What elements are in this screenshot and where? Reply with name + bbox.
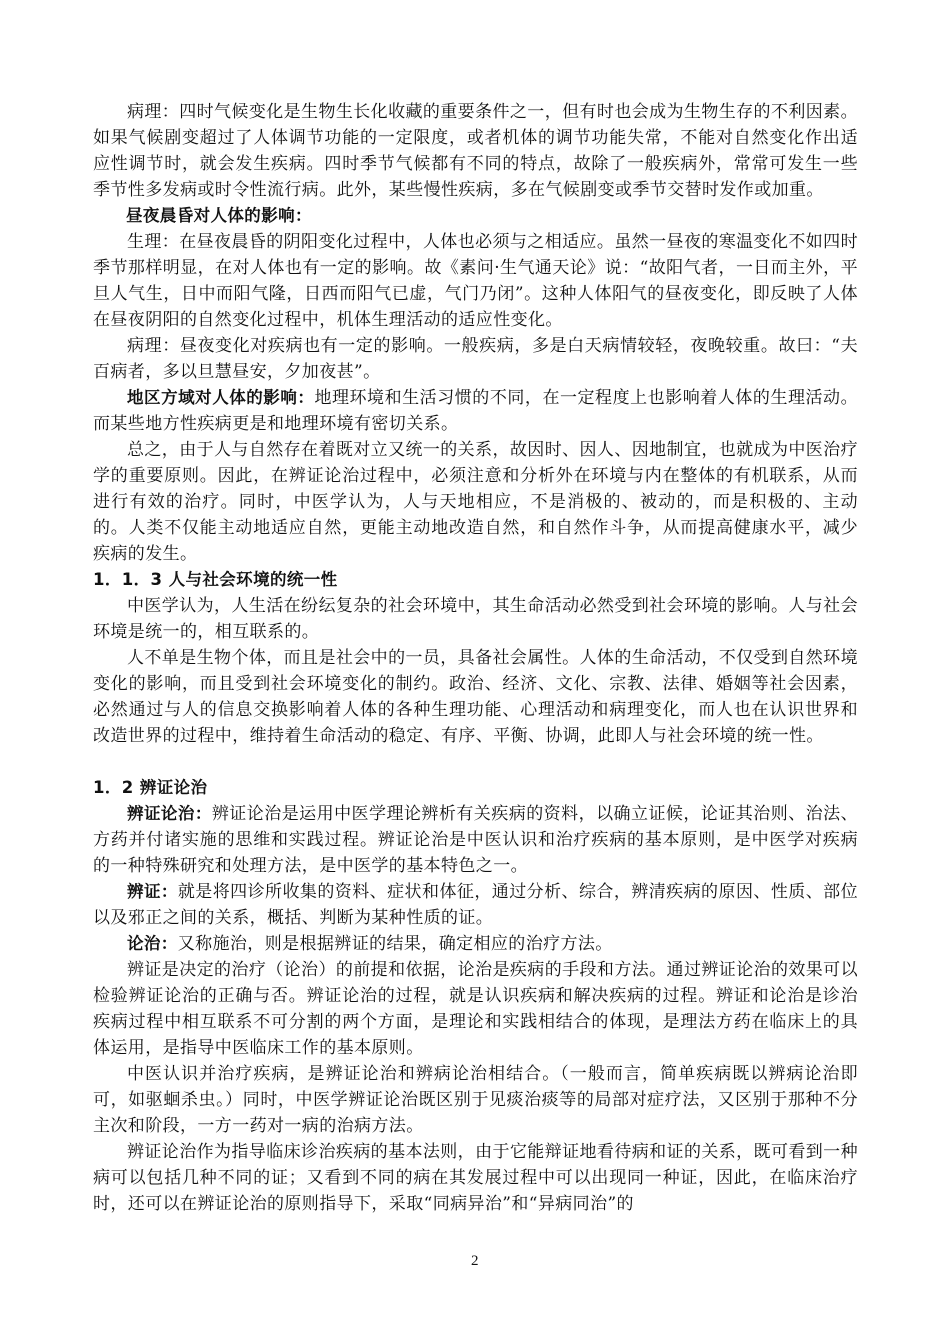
page-body <box>93 99 858 1217</box>
paragraph-bz-definition <box>93 879 858 931</box>
paragraph-lz-text: 又称施治，则是根据辨证的结果，确定相应的治疗方法。 <box>177 934 613 954</box>
paragraph-combined-approach: 中医认识并治疗疾病，是辨证论治和辨病论治相结合。（一般而言，简单疾病既以辨病论治即可，如驱蛔杀虫。）同时，中医学辨证论治既区别于见痰治痰等的局部对症疗法，又区别于那种不分主次和阶段，一方一药对一病的治病方法。 <box>93 1064 858 1136</box>
paragraph-pathology-seasons: 病理：四时气候变化是生物生长化收藏的重要条件之一，但有时也会成为生物生存的不利因素。如果气候剧变超过了人体调节功能的一定限度，或者机体的调节功能失常，不能对自然变化作出适应性调节时，就会发生疾病。四时季节气候都有不同的特点，故除了一般疾病外，常常可发生一些季节性多发病或时令性流行病。此外，某些慢性疾病，多在气候剧变或季节交替时发作或加重。 <box>93 102 858 200</box>
paragraph-social-env-1: 中医学认为，人生活在纷纭复杂的社会环境中，其生命活动必然受到社会环境的影响。人与社会环境是统一的，相互联系的。 <box>93 596 858 642</box>
paragraph-bz-lz-relation: 辨证是决定的治疗（论治）的前提和依据，论治是疾病的手段和方法。通过辨证论治的效果可以检验辨证论治的正确与否。辨证论治的过程，就是认识疾病和解决疾病的过程。辨证和论治是诊治疾病过程中相互联系不可分割的两个方面，是理论和实践相结合的体现，是理法方药在临床上的具体运用，是指导中医临床工作的基本原则。 <box>93 960 858 1058</box>
paragraph-social-env-2: 人不单是生物个体，而且是社会中的一员，具备社会属性。人体的生命活动，不仅受到自然环境变化的影响，而且受到社会环境变化的制约。政治、经济、文化、宗教、法律、婚姻等社会因素，必然通过与人的信息交换影响着人体的各种生理功能、心理活动和病理变化，而人也在认识世界和改造世界的过程中，维持着生命活动的稳定、有序、平衡、协调，此即人与社会环境的统一性。 <box>93 648 858 746</box>
paragraph-region-text: 地理环境和生活习惯的不同，在一定程度上也影响着人体的生理活动。而某些地方性疾病更是和地理环境有密切关系。 <box>93 388 858 434</box>
paragraph-physiology-day-night: 生理：在昼夜晨昏的阴阳变化过程中，人体也必须与之相适应。虽然一昼夜的寒温变化不如四时季节那样明显，在对人体也有一定的影响。故《素问·生气通天论》说：“故阳气者，一日而主外，平旦人气生，日中而阳气隆，日西而阳气已虚，气门乃闭”。这种人体阳气的昼夜变化，即反映了人体在昼夜阴阳的自然变化过程中，机体生理活动的适应性变化。 <box>93 232 858 330</box>
paragraph-region <box>93 385 858 437</box>
paragraph-bz-text: 就是将四诊所收集的资料、症状和体征，通过分析、综合，辨清疾病的原因、性质、部位以及邪正之间的关系，概括、判断为某种性质的证。 <box>93 882 858 928</box>
section-heading-1-2: 1．2 辨证论治 <box>93 778 208 797</box>
paragraph-bzlz-text: 辨证论治是运用中医学理论辨析有关疾病的资料，以确立证候，论证其治则、治法、方药并付诸实施的思维和实践过程。辨证论治是中医认识和治疗疾病的基本原则，是中医学对疾病的一种特殊研究和处理方法，是中医学的基本特色之一。 <box>93 804 858 876</box>
paragraph-bzlz-definition <box>93 801 858 879</box>
spacer <box>93 749 858 775</box>
section-heading-1-1-3: 1．1．3 人与社会环境的统一性 <box>93 570 338 589</box>
paragraph-lz-definition <box>93 931 858 957</box>
paragraph-basic-principle: 辨证论治作为指导临床诊治疾病的基本法则，由于它能辩证地看待病和证的关系，既可看到一种病可以包括几种不同的证；又看到不同的病在其发展过程中可以出现同一种证，因此，在临床治疗时，还可以在辨证论治的原则指导下，采取“同病异治”和“异病同治”的 <box>93 1142 858 1214</box>
lead-region: 地区方域对人体的影响： <box>127 388 315 407</box>
subheading-day-night: 昼夜晨昏对人体的影响： <box>126 206 312 225</box>
lead-bz: 辨证： <box>127 882 178 901</box>
page-number: 2 <box>471 1253 479 1269</box>
paragraph-summary: 总之，由于人与自然存在着既对立又统一的关系，故因时、因人、因地制宜，也就成为中医治疗学的重要原则。因此，在辨证论治过程中，必须注意和分析外在环境与内在整体的有机联系，从而进行有效的治疗。同时，中医学认为，人与天地相应，不是消极的、被动的，而是积极的、主动的。人类不仅能主动地适应自然，更能主动地改造自然，和自然作斗争，从而提高健康水平，减少疾病的发生。 <box>93 440 858 564</box>
lead-bzlz: 辨证论治： <box>127 804 212 823</box>
lead-lz: 论治： <box>127 934 178 953</box>
paragraph-pathology-day-night: 病理：昼夜变化对疾病也有一定的影响。一般疾病，多是白天病情较轻，夜晚较重。故曰：“夫百病者，多以旦慧昼安，夕加夜甚”。 <box>93 336 858 382</box>
